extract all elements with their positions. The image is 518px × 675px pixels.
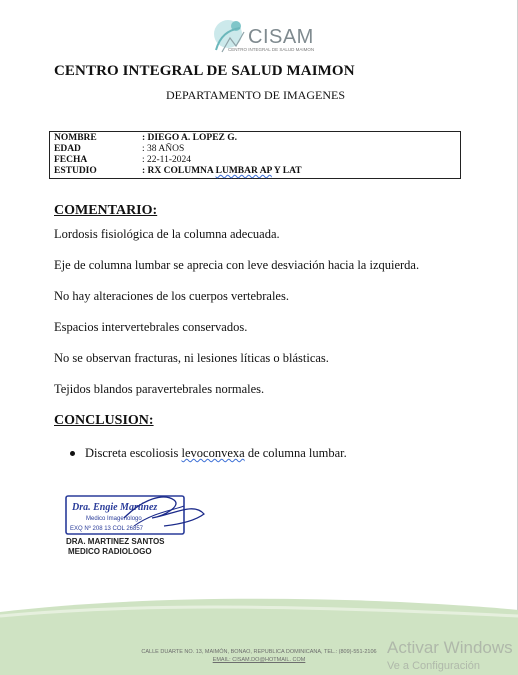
name-value: : DIEGO A. LOPEZ G.	[142, 133, 238, 143]
conclusion-heading: CONCLUSION:	[54, 413, 154, 428]
footer-email: EMAIL: CISAM.DO@HOTMAIL. COM	[212, 657, 306, 663]
footer-address: CALLE DUARTE NO. 13, MAIMÓN, BONAO, REPUBLICA DOMINICANA, TEL.: (809)-551-2106	[141, 649, 377, 655]
activation-watermark-line2: Ve a Configuración	[387, 660, 480, 672]
activation-watermark-line1: Activar Windows	[387, 638, 513, 657]
comment-line-3: No hay alteraciones de los cuerpos vertebrales.	[54, 289, 289, 303]
conclusion-text	[85, 446, 347, 461]
date-label: FECHA	[54, 155, 88, 165]
patient-date-row	[54, 155, 456, 166]
conclusion-item	[70, 446, 347, 461]
study-value-pre: : RX COLUMNA	[142, 166, 216, 176]
conclusion-text-pre: Discreta escoliosis	[85, 446, 182, 460]
comment-line-4: Espacios intervertebrales conservados.	[54, 320, 248, 334]
conclusion-list	[70, 446, 347, 461]
conclusion-text-mid: levoconvexa	[181, 446, 245, 460]
comment-line-6: Tejidos blandos paravertebrales normales.	[54, 382, 265, 396]
doctor-name: DRA. MARTINEZ SANTOS	[66, 537, 165, 546]
age-label: EDAD	[54, 144, 81, 154]
comment-line-2: Eje de columna lumbar se aprecia con leve desviación hacia la izquierda.	[54, 258, 420, 272]
doctor-stamp	[64, 488, 214, 538]
cisam-logo	[206, 14, 326, 56]
patient-info-box	[49, 131, 461, 179]
department-subtitle: DEPARTAMENTO DE IMAGENES	[166, 88, 345, 102]
name-label: NOMBRE	[54, 133, 97, 143]
bullet-icon	[70, 451, 75, 456]
study-label: ESTUDIO	[54, 166, 97, 176]
comment-line-1: Lordosis fisiológica de la columna adecuada.	[54, 227, 280, 241]
doctor-title: MEDICO RADIOLOGO	[68, 547, 152, 556]
stamp-name-text: Dra. Engie Martinez	[72, 502, 158, 513]
date-value: : 22-11-2024	[142, 155, 191, 165]
conclusion-text-post: de columna lumbar.	[244, 446, 347, 460]
study-value-post: Y LAT	[271, 166, 302, 176]
patient-study-row	[54, 166, 456, 177]
stamp-exq-text: EXQ Nº 208 13 COL 26857	[70, 526, 144, 532]
comment-heading: COMENTARIO:	[54, 203, 158, 218]
document-title: CENTRO INTEGRAL DE SALUD MAIMON	[54, 63, 355, 79]
comment-line-5: No se observan fracturas, ni lesiones líticas o blásticas.	[54, 351, 329, 365]
patient-name-row	[54, 133, 456, 144]
doctor-signature-block	[66, 537, 165, 557]
age-value: : 38 AÑOS	[142, 144, 185, 154]
study-value-mid: LUMBAR AP	[215, 166, 272, 176]
logo-subtitle: CENTRO INTEGRAL DE SALUD MAIMON	[228, 47, 315, 52]
logo-text: CISAM	[248, 26, 314, 48]
study-value	[142, 166, 302, 177]
patient-age-row	[54, 144, 456, 155]
stamp-role-text: Medico Imagenologo	[86, 516, 142, 522]
